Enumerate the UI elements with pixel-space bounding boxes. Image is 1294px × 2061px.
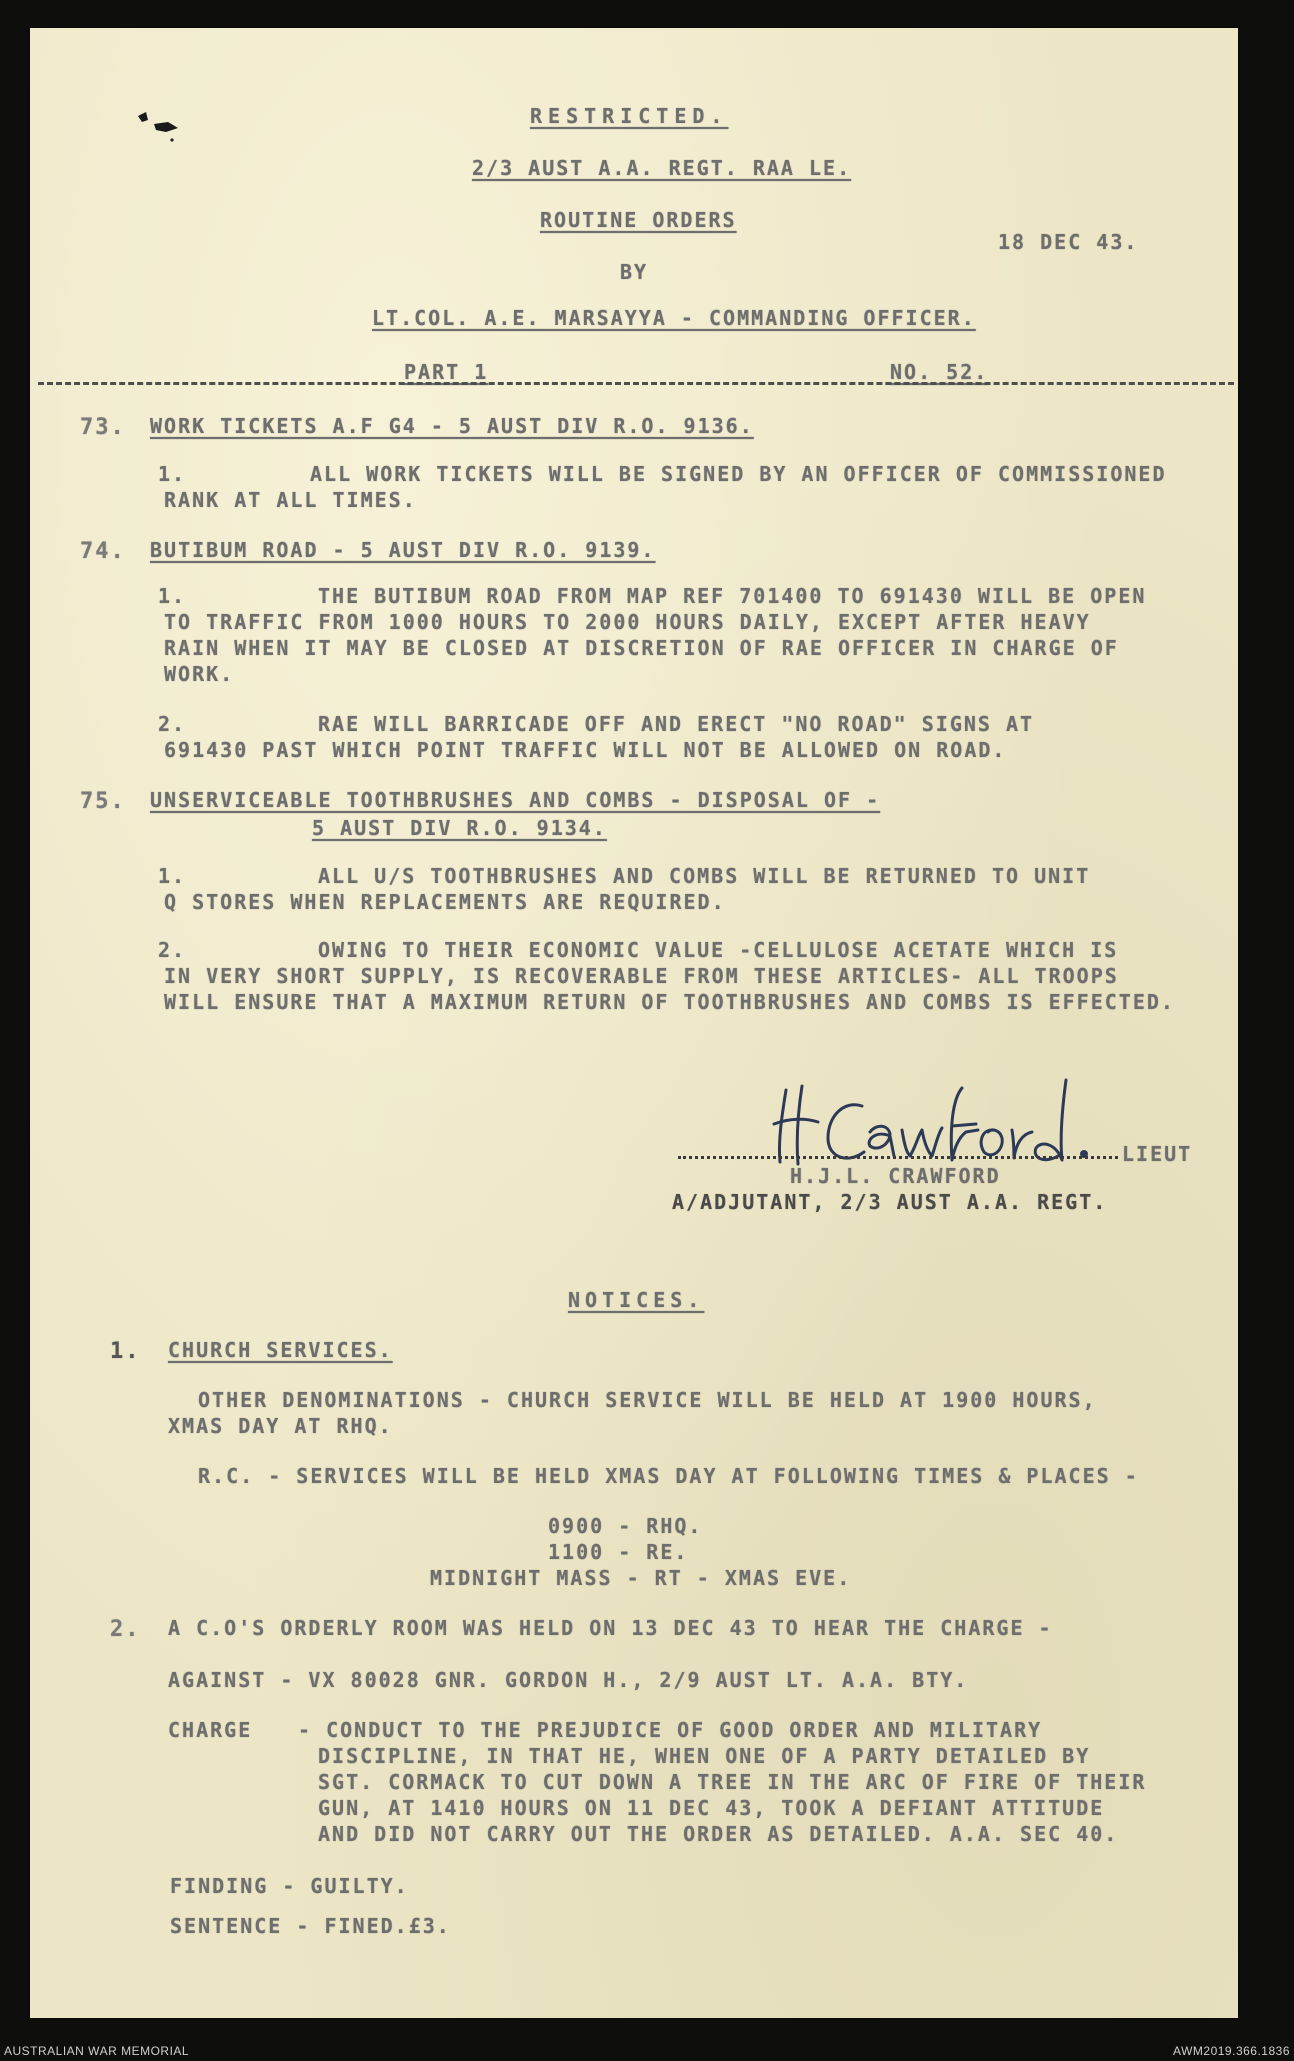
- notice-line: A C.O'S ORDERLY ROOM WAS HELD ON 13 DEC 43 TO HEAR THE CHARGE -: [168, 1616, 1053, 1640]
- ink-mark: [132, 108, 192, 144]
- notice-number-2: 2.: [110, 1617, 141, 1642]
- para-num: 2.: [158, 712, 187, 736]
- order-title-73: WORK TICKETS A.F G4 - 5 AUST DIV R.O. 9136.: [150, 414, 754, 438]
- order-number-75: 75.: [80, 789, 126, 814]
- signatory-rank: LIEUT: [1122, 1142, 1193, 1166]
- by-label: BY: [620, 260, 649, 284]
- para-line: Q STORES WHEN REPLACEMENTS ARE REQUIRED.: [164, 890, 726, 914]
- para-line: ALL U/S TOOTHBRUSHES AND COMBS WILL BE RETURNED TO UNIT: [318, 864, 1091, 888]
- signatory-name: H.J.L. CRAWFORD: [790, 1164, 1001, 1188]
- charge-line: - CONDUCT TO THE PREJUDICE OF GOOD ORDER AND MILITARY: [298, 1718, 1043, 1742]
- signatory-role: A/ADJUTANT, 2/3 AUST A.A. REGT.: [672, 1190, 1108, 1214]
- order-title-75: UNSERVICEABLE TOOTHBRUSHES AND COMBS - DISPOSAL OF -: [150, 788, 881, 812]
- part-label: PART 1: [404, 360, 489, 384]
- para-line: THE BUTIBUM ROAD FROM MAP REF 701400 TO 691430 WILL BE OPEN: [318, 584, 1147, 608]
- charge-line: GUN, AT 1410 HOURS ON 11 DEC 43, TOOK A DEFIANT ATTITUDE: [318, 1796, 1105, 1820]
- notice-title-1: CHURCH SERVICES.: [168, 1338, 393, 1362]
- charge-line: DISCIPLINE, IN THAT HE, WHEN ONE OF A PARTY DETAILED BY: [318, 1744, 1091, 1768]
- para-line: WILL ENSURE THAT A MAXIMUM RETURN OF TOOTHBRUSHES AND COMBS IS EFFECTED.: [164, 990, 1175, 1014]
- sentence: SENTENCE - FINED.£3.: [170, 1914, 451, 1938]
- finding: FINDING - GUILTY.: [170, 1874, 409, 1898]
- para-line: OWING TO THEIR ECONOMIC VALUE -CELLULOSE ACETATE WHICH IS: [318, 938, 1119, 962]
- para-line: IN VERY SHORT SUPPLY, IS RECOVERABLE FROM THESE ARTICLES- ALL TROOPS: [164, 964, 1119, 988]
- charge-label: CHARGE: [168, 1718, 253, 1742]
- para-line: ALL WORK TICKETS WILL BE SIGNED BY AN OFFICER OF COMMISSIONED: [310, 462, 1167, 486]
- para-num: 1.: [158, 864, 187, 888]
- charge-line: AND DID NOT CARRY OUT THE ORDER AS DETAILED. A.A. SEC 40.: [318, 1822, 1119, 1846]
- footer-source: AUSTRALIAN WAR MEMORIAL: [4, 2044, 190, 2058]
- notice-line: XMAS DAY AT RHQ.: [168, 1414, 393, 1438]
- para-num: 1.: [158, 462, 187, 486]
- para-line: 691430 PAST WHICH POINT TRAFFIC WILL NOT BE ALLOWED ON ROAD.: [164, 738, 1007, 762]
- schedule-line: 1100 - RE.: [548, 1540, 689, 1564]
- para-line: RANK AT ALL TIMES.: [164, 488, 417, 512]
- order-number-73: 73.: [80, 415, 126, 440]
- para-line: WORK.: [164, 662, 235, 686]
- footer-accession: AWM2019.366.1836: [1173, 2044, 1290, 2058]
- charge-line: SGT. CORMACK TO CUT DOWN A TREE IN THE ARC OF FIRE OF THEIR: [318, 1770, 1147, 1794]
- order-number-74: 74.: [80, 539, 126, 564]
- order-date: 18 DEC 43.: [998, 230, 1139, 254]
- para-num: 2.: [158, 938, 187, 962]
- para-line: RAIN WHEN IT MAY BE CLOSED AT DISCRETION OF RAE OFFICER IN CHARGE OF: [164, 636, 1119, 660]
- para-line: RAE WILL BARRICADE OFF AND ERECT "NO ROAD" SIGNS AT: [318, 712, 1035, 736]
- unit-name: 2/3 AUST A.A. REGT. RAA LE.: [472, 156, 852, 180]
- notice-number-1: 1.: [110, 1339, 141, 1364]
- commanding-officer: LT.COL. A.E. MARSAYYA - COMMANDING OFFICER.: [372, 306, 976, 330]
- classification: RESTRICTED.: [530, 104, 729, 128]
- order-number: NO. 52.: [890, 360, 989, 384]
- para-line: TO TRAFFIC FROM 1000 HOURS TO 2000 HOURS DAILY, EXCEPT AFTER HEAVY: [164, 610, 1091, 634]
- order-title-74: BUTIBUM ROAD - 5 AUST DIV R.O. 9139.: [150, 538, 656, 562]
- signature-line: [678, 1156, 1118, 1159]
- notices-heading: NOTICES.: [568, 1288, 705, 1312]
- header-divider: [38, 382, 1234, 385]
- schedule-line: 0900 - RHQ.: [548, 1514, 703, 1538]
- order-title-75-ref: 5 AUST DIV R.O. 9134.: [312, 816, 607, 840]
- notice-line: R.C. - SERVICES WILL BE HELD XMAS DAY AT FOLLOWING TIMES & PLACES -: [198, 1464, 1139, 1488]
- doc-type: ROUTINE ORDERS: [540, 208, 737, 232]
- schedule-line: MIDNIGHT MASS - RT - XMAS EVE.: [430, 1566, 852, 1590]
- para-num: 1.: [158, 584, 187, 608]
- notice-line: AGAINST - VX 80028 GNR. GORDON H., 2/9 AUST LT. A.A. BTY.: [168, 1668, 969, 1692]
- notice-line: OTHER DENOMINATIONS - CHURCH SERVICE WILL BE HELD AT 1900 HOURS,: [198, 1388, 1097, 1412]
